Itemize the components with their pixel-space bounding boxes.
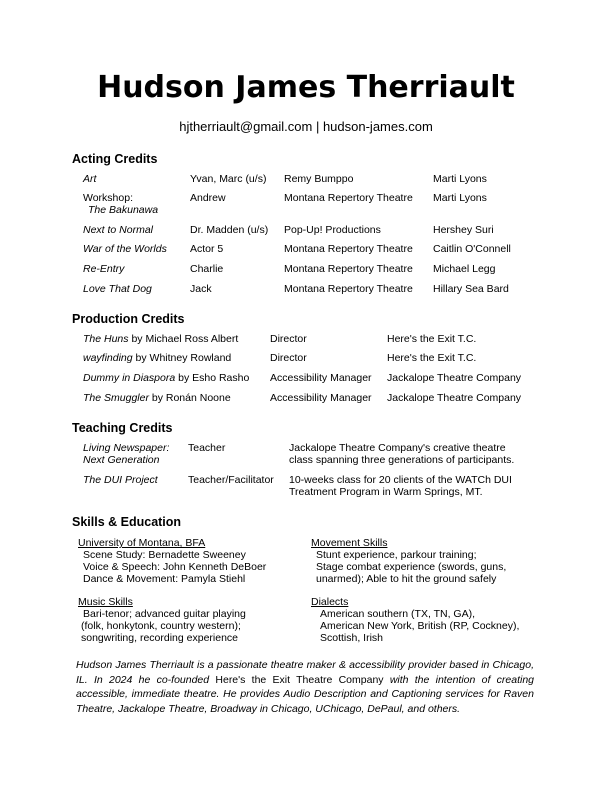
music-skills-line: Bari-tenor; advanced guitar playing bbox=[83, 608, 246, 620]
production-role: Accessibility Manager bbox=[270, 392, 372, 404]
contact-line: hjtherriault@gmail.com | hudson-james.com bbox=[179, 119, 433, 134]
acting-company: Remy Bumppo bbox=[284, 173, 354, 185]
production-company: Here's the Exit T.C. bbox=[387, 352, 477, 364]
dialects-heading: Dialects bbox=[311, 596, 349, 608]
acting-role: Jack bbox=[190, 283, 212, 295]
teaching-role: Teacher/Facilitator bbox=[188, 474, 274, 486]
teaching-program-line2: Next Generation bbox=[83, 454, 160, 466]
production-show: wayfinding bbox=[83, 352, 133, 364]
production-company: Here's the Exit T.C. bbox=[387, 333, 477, 345]
production-author: by Esho Rasho bbox=[175, 372, 250, 384]
education-line: Dance & Movement: Pamyla Stiehl bbox=[83, 573, 246, 585]
movement-skills-line: unarmed); Able to hit the ground safely bbox=[316, 573, 497, 585]
acting-show: War of the Worlds bbox=[83, 243, 167, 255]
acting-role: Charlie bbox=[190, 263, 224, 275]
bio-company-name: Here's the Exit Theatre Company bbox=[215, 673, 384, 686]
teaching-description: 10-weeks class for 20 clients of the WATCh DUI bbox=[289, 474, 512, 486]
education-block bbox=[78, 537, 266, 585]
teaching-program: The DUI Project bbox=[83, 474, 158, 486]
acting-show: Re-Entry bbox=[83, 263, 125, 275]
acting-show: Love That Dog bbox=[83, 283, 152, 295]
teaching-program: Living Newspaper: bbox=[83, 442, 170, 454]
acting-show: Next to Normal bbox=[83, 224, 154, 236]
movement-skills-block bbox=[311, 537, 506, 585]
acting-show: Workshop: bbox=[83, 192, 133, 204]
acting-show-subtitle: The Bakunawa bbox=[88, 204, 159, 216]
acting-company: Montana Repertory Theatre bbox=[284, 243, 413, 255]
bio-text-part1: Hudson James Therriault is a passionate theatre maker & accessibility provider based in Chicago, IL. In 2024 he co-founded bbox=[76, 659, 534, 686]
acting-show: Art bbox=[83, 173, 97, 185]
acting-role: Yvan, Marc (u/s) bbox=[190, 173, 267, 185]
teaching-description: Jackalope Theatre Company's creative theatre bbox=[289, 442, 506, 454]
music-skills-line: songwriting, recording experience bbox=[81, 632, 239, 644]
production-show: Dummy in Diaspora bbox=[83, 372, 176, 384]
production-show: The Smuggler bbox=[83, 392, 149, 404]
music-skills-heading: Music Skills bbox=[78, 596, 133, 608]
acting-company: Montana Repertory Theatre bbox=[284, 283, 413, 295]
acting-company: Montana Repertory Theatre bbox=[284, 263, 413, 275]
production-company: Jackalope Theatre Company bbox=[387, 392, 522, 404]
acting-director: Marti Lyons bbox=[433, 192, 487, 204]
acting-role: Andrew bbox=[190, 192, 226, 204]
production-author: by Ronán Noone bbox=[148, 392, 231, 404]
acting-role: Actor 5 bbox=[190, 243, 224, 255]
acting-director: Michael Legg bbox=[433, 263, 496, 275]
bio-text-part2: with the intention of creating accessible, immediate theatre. He provides Audio Description and Captioning services for Raven Theatre, Jackalope Theatre, Broadway in Chicago, UChicago, DePaul, and others. bbox=[76, 673, 534, 715]
teaching-credits-heading: Teaching Credits bbox=[72, 421, 173, 435]
production-role: Director bbox=[270, 333, 307, 345]
music-skills-block bbox=[78, 596, 246, 644]
acting-company: Pop-Up! Productions bbox=[284, 224, 381, 236]
acting-director: Caitlin O'Connell bbox=[433, 243, 511, 255]
dialects-line: American southern (TX, TN, GA), bbox=[320, 608, 476, 620]
teaching-description-line2: class spanning three generations of participants. bbox=[289, 454, 515, 466]
movement-skills-line: Stage combat experience (swords, guns, bbox=[316, 561, 507, 573]
acting-company: Montana Repertory Theatre bbox=[284, 192, 413, 204]
music-skills-line: (folk, honkytonk, country western); bbox=[81, 620, 241, 632]
movement-skills-heading: Movement Skills bbox=[311, 537, 388, 549]
movement-skills-line: Stunt experience, parkour training; bbox=[316, 549, 477, 561]
production-author: by Michael Ross Albert bbox=[128, 333, 239, 345]
production-role: Director bbox=[270, 352, 307, 364]
production-company: Jackalope Theatre Company bbox=[387, 372, 522, 384]
teaching-role: Teacher bbox=[188, 442, 226, 454]
acting-director: Hershey Suri bbox=[433, 224, 494, 236]
education-heading: University of Montana, BFA bbox=[78, 537, 206, 549]
acting-director: Marti Lyons bbox=[433, 173, 487, 185]
teaching-description-line2: Treatment Program in Warm Springs, MT. bbox=[289, 486, 483, 498]
production-role: Accessibility Manager bbox=[270, 372, 372, 384]
acting-role: Dr. Madden (u/s) bbox=[190, 224, 269, 236]
dialects-line: Scottish, Irish bbox=[320, 632, 384, 644]
dialects-line: American New York, British (RP, Cockney), bbox=[320, 620, 520, 632]
education-line: Voice & Speech: John Kenneth DeBoer bbox=[83, 561, 267, 573]
dialects-block bbox=[311, 596, 519, 644]
education-line: Scene Study: Bernadette Sweeney bbox=[83, 549, 246, 561]
production-credits-heading: Production Credits bbox=[72, 312, 185, 326]
acting-credits-heading: Acting Credits bbox=[72, 152, 158, 166]
production-author: by Whitney Rowland bbox=[132, 352, 232, 364]
skills-education-heading: Skills & Education bbox=[72, 515, 182, 529]
bio-paragraph bbox=[76, 658, 534, 716]
acting-director: Hillary Sea Bard bbox=[433, 283, 509, 295]
resume-name: Hudson James Therriault bbox=[97, 70, 515, 105]
production-show: The Huns bbox=[83, 333, 129, 345]
